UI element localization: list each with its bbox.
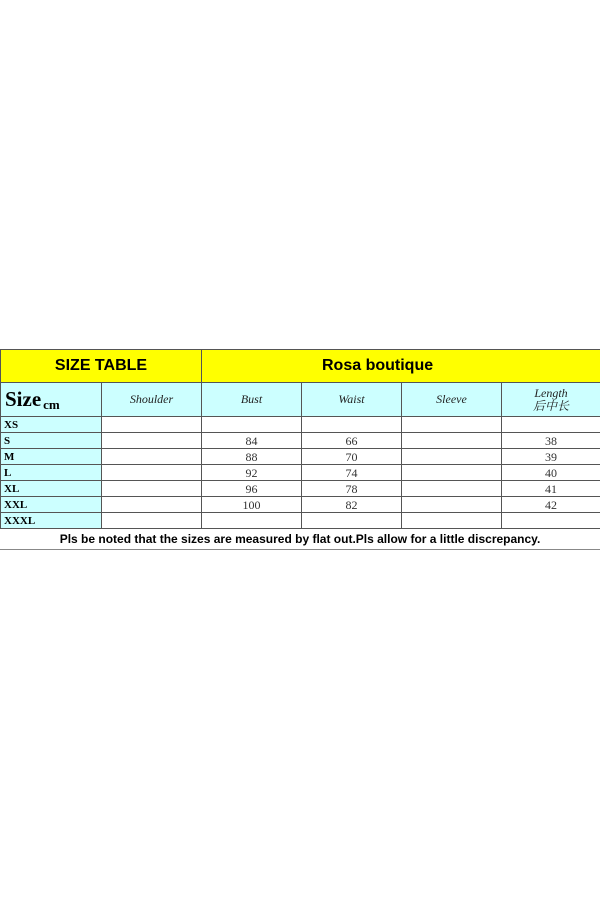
sleeve-cell [402,497,502,513]
waist-cell: 78 [302,481,402,497]
size-chart [0,349,600,550]
length-cell: 40 [502,465,600,481]
size-cell: XL [1,481,102,497]
shoulder-cell [102,433,202,449]
header-row [1,383,600,417]
table-row [1,433,600,449]
bust-cell: 92 [202,465,302,481]
bust-cell [202,513,302,529]
shoulder-cell [102,465,202,481]
shop-name: Rosa boutique [202,350,600,383]
length-cell [502,417,600,433]
unit-label: cm [43,397,60,412]
column-header-waist: Waist [302,383,402,417]
waist-cell: 70 [302,449,402,465]
length-sub-label: 后中长 [533,398,570,413]
waist-cell: 82 [302,497,402,513]
shoulder-cell [102,513,202,529]
table-row [1,417,600,433]
table-row [1,481,600,497]
shoulder-cell [102,449,202,465]
length-cell: 38 [502,433,600,449]
size-cell: XXXL [1,513,102,529]
size-cell: L [1,465,102,481]
measurement-note: Pls be noted that the sizes are measured by flat out.Pls allow for a little discrepancy. [0,529,600,550]
bust-cell: 100 [202,497,302,513]
sleeve-cell [402,465,502,481]
bust-cell: 88 [202,449,302,465]
size-cell: M [1,449,102,465]
sleeve-cell [402,481,502,497]
shoulder-cell [102,417,202,433]
shoulder-cell [102,497,202,513]
waist-cell [302,513,402,529]
size-cell: S [1,433,102,449]
shoulder-cell [102,481,202,497]
waist-cell: 66 [302,433,402,449]
table-row [1,513,600,529]
waist-cell [302,417,402,433]
length-label: Length [534,385,568,400]
table-row [1,449,600,465]
length-cell: 42 [502,497,600,513]
column-header-length [502,383,600,417]
sleeve-cell [402,513,502,529]
size-table [0,349,600,529]
column-header-shoulder: Shoulder [102,383,202,417]
length-cell: 39 [502,449,600,465]
sleeve-cell [402,417,502,433]
size-cell: XXL [1,497,102,513]
size-table-title: SIZE TABLE [1,350,202,383]
table-banner [1,350,600,383]
size-cell: XS [1,417,102,433]
size-column-header [1,383,102,417]
bust-cell: 84 [202,433,302,449]
length-cell [502,513,600,529]
table-row [1,497,600,513]
bust-cell: 96 [202,481,302,497]
size-label: Size [5,387,42,411]
column-header-bust: Bust [202,383,302,417]
length-cell: 41 [502,481,600,497]
bust-cell [202,417,302,433]
sleeve-cell [402,449,502,465]
column-header-sleeve: Sleeve [402,383,502,417]
table-row [1,465,600,481]
waist-cell: 74 [302,465,402,481]
sleeve-cell [402,433,502,449]
